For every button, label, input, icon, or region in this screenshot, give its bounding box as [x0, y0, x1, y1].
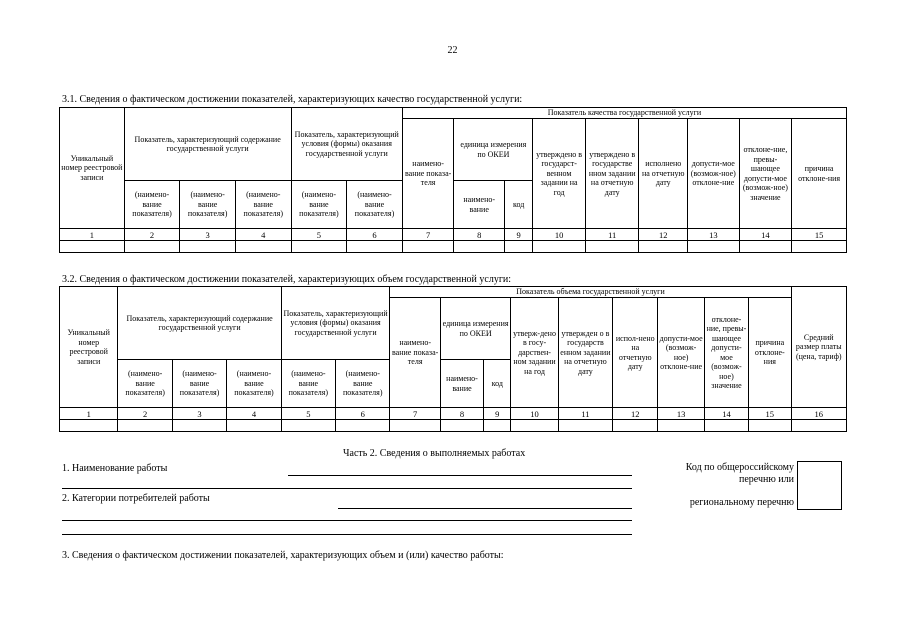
table-cell[interactable]	[281, 420, 335, 432]
table-cell[interactable]	[180, 241, 236, 253]
table-cell[interactable]	[533, 241, 586, 253]
column-number: 4	[235, 229, 291, 241]
header-reason: причина отклоне-ния	[792, 119, 847, 229]
header-name: наимено-вание показа-теля	[390, 298, 440, 408]
header-content: Показатель, характеризующий содержание государственной услуги	[118, 287, 281, 360]
header-unit: единица измерения по ОКЕИ	[440, 298, 511, 360]
table-cell[interactable]	[749, 420, 791, 432]
table-cell[interactable]	[484, 420, 511, 432]
column-number: 5	[291, 229, 347, 241]
volume-indicators-table	[59, 286, 847, 432]
table-cell[interactable]	[124, 241, 180, 253]
column-number: 5	[281, 408, 335, 420]
header-unit-name: наимено-вание	[440, 360, 483, 408]
column-number: 13	[688, 229, 740, 241]
column-number: 4	[227, 408, 281, 420]
table-cell[interactable]	[172, 420, 226, 432]
column-number: 11	[558, 408, 612, 420]
column-number: 12	[639, 229, 688, 241]
column-number: 7	[390, 408, 440, 420]
table-cell[interactable]	[688, 241, 740, 253]
column-number: 6	[347, 229, 403, 241]
column-number: 14	[704, 408, 748, 420]
code-label-3: региональному перечню	[689, 497, 794, 508]
column-number: 13	[658, 408, 704, 420]
code-label-2: перечню или	[738, 474, 794, 485]
table-cell[interactable]	[504, 241, 532, 253]
column-number: 3	[172, 408, 226, 420]
column-number: 8	[440, 408, 483, 420]
section-3-work-title: 3. Сведения о фактическом достижении показателей, характеризующих объем и (или) качество работы:	[62, 550, 504, 561]
table-cell[interactable]	[585, 241, 639, 253]
part-2-title: Часть 2. Сведения о выполняемых работах	[343, 448, 526, 459]
header-allowed: допусти-мое (возмож-ное) отклоне-ние	[688, 119, 740, 229]
table-cell[interactable]	[291, 241, 347, 253]
table-cell[interactable]	[739, 241, 792, 253]
column-number: 16	[791, 408, 847, 420]
header-content: Показатель, характеризующий содержание государственной услуги	[124, 108, 291, 181]
column-number: 10	[511, 408, 558, 420]
header-unit-name: наимено-вание	[454, 181, 505, 229]
header-indicator-name: (наимено-вание показателя)	[281, 360, 335, 408]
header-exceeding: отклоне-ние, превы-шающее допусти-мое (возмож-ное) значение	[704, 298, 748, 408]
header-unique: Уникальный номер реестровой записи	[60, 287, 118, 408]
section-3-1-title: 3.1. Сведения о фактическом достижении показателей, характеризующих качество государственной услуги:	[62, 94, 523, 105]
table-cell[interactable]	[118, 420, 172, 432]
table-cell[interactable]	[511, 420, 558, 432]
categories-input-line-2[interactable]	[62, 520, 632, 521]
work-name-label: 1. Наименование работы	[62, 463, 168, 474]
column-number: 6	[336, 408, 390, 420]
column-number: 15	[792, 229, 847, 241]
header-quality-group: Показатель качества государственной услуги	[402, 108, 846, 119]
table-cell[interactable]	[704, 420, 748, 432]
header-approved-date: утверждено в государстве нном задании на отчетную дату	[585, 119, 639, 229]
header-indicator-name: (наимено-вание показателя)	[180, 181, 236, 229]
column-number: 3	[180, 229, 236, 241]
header-exceeding: отклоне-ние, превы-шающее допусти-мое (возмож-ное) значение	[739, 119, 792, 229]
quality-indicators-table	[59, 107, 847, 253]
header-conditions: Показатель, характеризующий условия (формы) оказания государственной услуги	[291, 108, 402, 181]
column-number: 1	[60, 408, 118, 420]
table-cell[interactable]	[639, 241, 688, 253]
header-indicator-name: (наимено-вание показателя)	[336, 360, 390, 408]
header-unit-code: код	[484, 360, 511, 408]
section-3-2-title: 3.2. Сведения о фактическом достижении показателей, характеризующих объем государственной услуги:	[62, 274, 512, 285]
header-indicator-name: (наимено-вание показателя)	[124, 181, 180, 229]
table-cell[interactable]	[792, 241, 847, 253]
table-cell[interactable]	[791, 420, 847, 432]
header-avg-price: Средний размер платы (цена, тариф)	[791, 287, 847, 408]
table-cell[interactable]	[390, 420, 440, 432]
column-number: 2	[118, 408, 172, 420]
page-number: 22	[447, 45, 458, 56]
code-label-1: Код по общероссийскому	[685, 462, 794, 473]
header-approved-year: утверждено в государст-венном задании на год	[533, 119, 586, 229]
column-number: 9	[504, 229, 532, 241]
categories-label: 2. Категории потребителей работы	[62, 493, 210, 504]
header-indicator-name: (наимено-вание показателя)	[347, 181, 403, 229]
column-number: 10	[533, 229, 586, 241]
header-indicator-name: (наимено-вание показателя)	[291, 181, 347, 229]
column-number: 11	[585, 229, 639, 241]
table-cell[interactable]	[60, 420, 118, 432]
column-number: 7	[402, 229, 454, 241]
header-name: наимено-вание показа-теля	[402, 119, 454, 229]
table-row	[60, 420, 847, 432]
table-cell[interactable]	[658, 420, 704, 432]
table-cell[interactable]	[235, 241, 291, 253]
table-cell[interactable]	[440, 420, 483, 432]
table-cell[interactable]	[60, 241, 125, 253]
column-number: 9	[484, 408, 511, 420]
header-executed: исполнено на отчетную дату	[639, 119, 688, 229]
header-unit-code: код	[504, 181, 532, 229]
table-cell[interactable]	[227, 420, 281, 432]
table-row	[60, 241, 847, 253]
header-allowed: допусти-мое (возмож-ное) отклоне-ние	[658, 298, 704, 408]
header-volume-group: Показатель объема государственной услуги	[390, 287, 791, 298]
header-indicator-name: (наимено-вание показателя)	[227, 360, 281, 408]
table-cell[interactable]	[402, 241, 454, 253]
table-cell[interactable]	[347, 241, 403, 253]
header-indicator-name: (наимено-вание показателя)	[172, 360, 226, 408]
header-approved-date: утвержден о в государств енном задании на отчетную дату	[558, 298, 612, 408]
header-indicator-name: (наимено-вание показателя)	[118, 360, 172, 408]
work-name-input-line-2[interactable]	[62, 488, 632, 489]
header-indicator-name: (наимено-вание показателя)	[235, 181, 291, 229]
categories-input-line-3[interactable]	[62, 534, 632, 535]
header-unique: Уникальный номер реестровой записи	[60, 108, 125, 229]
header-reason: причина отклоне-ния	[749, 298, 791, 408]
column-number: 1	[60, 229, 125, 241]
header-unit: единица измерения по ОКЕИ	[454, 119, 533, 181]
table-cell[interactable]	[558, 420, 612, 432]
work-name-input-line[interactable]	[288, 475, 632, 476]
categories-input-line[interactable]	[338, 508, 632, 509]
column-number: 12	[613, 408, 658, 420]
header-conditions: Показатель, характеризующий условия (формы) оказания государственной услуги	[281, 287, 390, 360]
column-number: 8	[454, 229, 505, 241]
header-approved-year: утверж-дено в госу-дарствен-ном задании на год	[511, 298, 558, 408]
table-cell[interactable]	[613, 420, 658, 432]
column-number: 14	[739, 229, 792, 241]
header-executed: испол-нено на отчетную дату	[613, 298, 658, 408]
table-cell[interactable]	[454, 241, 505, 253]
column-number: 2	[124, 229, 180, 241]
column-number: 15	[749, 408, 791, 420]
table-cell[interactable]	[336, 420, 390, 432]
work-code-box[interactable]	[797, 461, 842, 510]
